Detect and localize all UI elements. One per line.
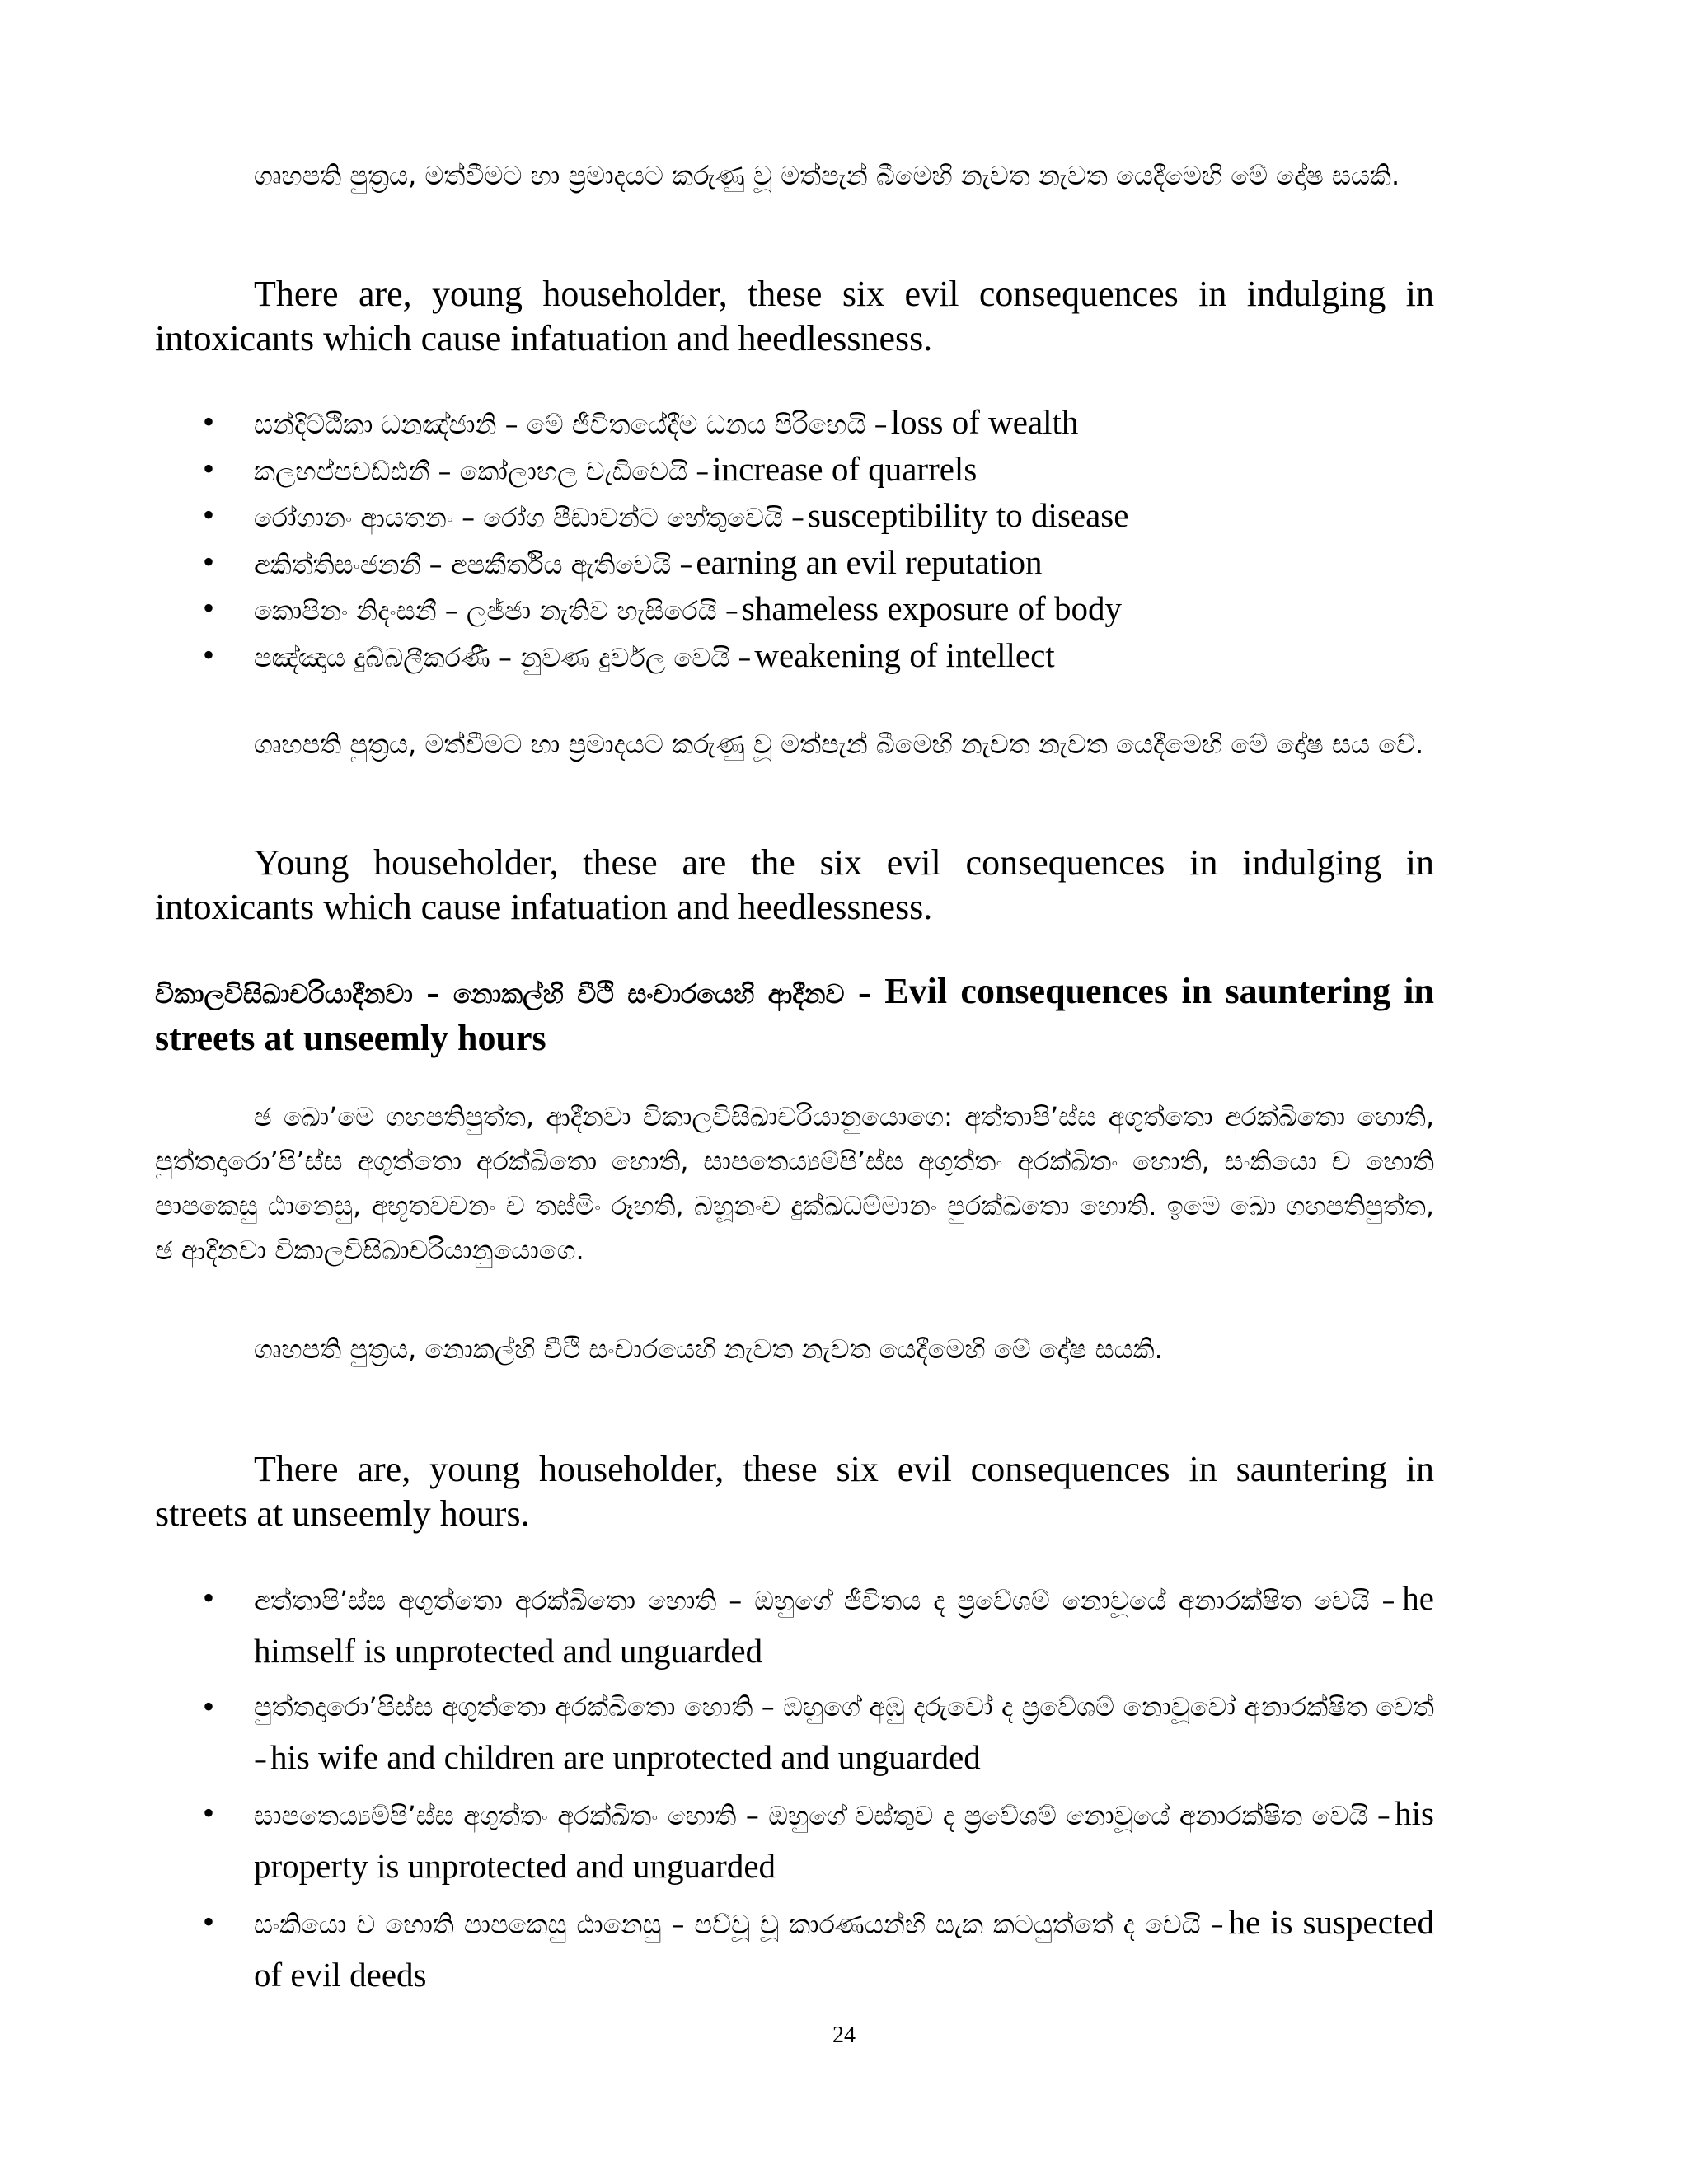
list-item: • කලහප්පවඩ්ඪනී – කෝලාහල වැඩිවෙයි – increase of quarrels: [155, 446, 1434, 493]
bullet-icon: •: [203, 1579, 215, 1616]
list-item: • කොපිනං නිදංසනී – ලජ්ජා නැතිව හැසිරෙයි – shameless exposure of body: [155, 585, 1434, 632]
section-heading: විකාලවිසිඛාචරියාදීනවා – නොකල්හි වීථි සංචාරයෙහි ආදීනව – Evil consequences in sauntering in streets at unseemly hours: [155, 971, 1435, 1058]
pali-passage: ඡ ඛො’මෙ ගහපතිපුත්ත, ආදීනවා විකාලවිසිඛාචරියානුයොගෙ: අත්තාපි’ස්ස අගුත්තො අරක්ඛිතො හොති, පුත්තදාරො’පි’ස්ස අගුත්තො අරක්ඛිතො හොති, සාපතෙය්‍යම්පි’ස්ස අගුත්තං අරක්ඛිතං හොති, සංකියො ච හොති පාපකෙසු ඨානෙසු, අභූතවචනං ච තස්මිං රූහති, බහූනංච දුක්ඛධම්මානං පුරක්ඛතො හොති. ඉමෙ ඛො ගහපතිපුත්ත, ඡ ආදීනවා විකාලවිසිඛාචරියානුයොගෙ.: [155, 1101, 1434, 1266]
bullet-icon: •: [203, 542, 215, 580]
list-item: • අත්තාපි’ස්ස අගුත්තො අරක්ඛිතො හොති – ඔහුගේ ජීවිතය ද ප්‍රවේශම් නොවූයේ අනාරක්ෂිත වෙයි – he himself is unprotected and unguarded: [155, 1576, 1434, 1681]
paragraph-english-1: There are, young householder, these six evil consequences in indulging in intoxicants which cause infatuation and heedlessness.: [155, 274, 1434, 359]
list-item: • සංකියො ච හොති පාපකෙසු ඨානෙසු – පව්වූ වූ කාරණයන්හි සැක කටයුත්තේ ද වෙයි – he is suspected of evil deeds: [155, 1900, 1434, 2005]
paragraph-english-2: Young householder, these are the six evil consequences in indulging in intoxicants which cause infatuation and heedlessness.: [155, 842, 1434, 927]
paragraph-sinhala-3: ගෘහපති පුත්‍රය, නොකල්හි වීථි සංචාරයෙහි නැවත නැවත යෙදීමෙහි මේ දෝෂ සයකි.: [254, 1333, 1163, 1365]
list-item: • රෝගානං ආයතනං – රෝග පීඩාවන්ට හේතුවෙයි – susceptibility to disease: [155, 492, 1434, 539]
paragraph-english-3: There are, young householder, these six evil consequences in sauntering in streets at unseemly hours.: [155, 1449, 1434, 1534]
paragraph-sinhala-1: ගෘහපති පුත්‍රය, මත්වීමට හා ප්‍රමාදයට කරුණු වූ මත්පැන් බීමෙහි නැවත නැවත යෙදීමෙහි මේ දෝෂ සයකි.: [254, 160, 1400, 191]
list-item: • සන්දිට්ඨිකා ධනඤ්ජානි – මේ ජීවිතයේදීම ධනය පිරිහෙයි – loss of wealth: [155, 399, 1434, 446]
consequences-list-intoxicants: [155, 399, 1434, 679]
list-item: • අකිත්තිසංජනනී – අපකීර්තිය ඇතිවෙයි – earning an evil reputation: [155, 539, 1434, 586]
paragraph-sinhala-2: ගෘහපති පුත්‍රය, මත්වීමට හා ප්‍රමාදයට කරුණු වූ මත්පැන් බීමෙහි නැවත නැවත යෙදීමෙහි මේ දෝෂ සය වේ.: [254, 729, 1424, 760]
consequences-list-sauntering: [155, 1576, 1434, 2008]
bullet-icon: •: [203, 449, 215, 487]
bullet-icon: •: [203, 1794, 215, 1831]
list-item: • පඤ්ඤාය දුබ්බලීකරණී – නුවණ දුර්වල වෙයි – weakening of intellect: [155, 632, 1434, 679]
bullet-icon: •: [203, 589, 215, 627]
page-number: 24: [832, 2022, 856, 2048]
bullet-icon: •: [203, 1903, 215, 1940]
bullet-icon: •: [203, 403, 215, 440]
list-item: • පුත්තදාරො’පිස්ස අගුත්තො අරක්ඛිතො හොති – ඔහුගේ අඹු දරුවෝ ද ප්‍රවේශම් නොවූවෝ අනාරක්ෂිත වෙත් – his wife and children are unprotected and unguarded: [155, 1685, 1434, 1788]
bullet-icon: •: [203, 496, 215, 534]
bullet-icon: •: [203, 1688, 215, 1725]
bullet-icon: •: [203, 635, 215, 673]
list-item: • සාපතෙය්‍යම්පි’ස්ස අගුත්තං අරක්ඛිතං හොති – ඔහුගේ වස්තුව ද ප්‍රවේශම් නොවූයේ අනාරක්ෂිත වෙයි – his property is unprotected and unguarded: [155, 1791, 1434, 1896]
